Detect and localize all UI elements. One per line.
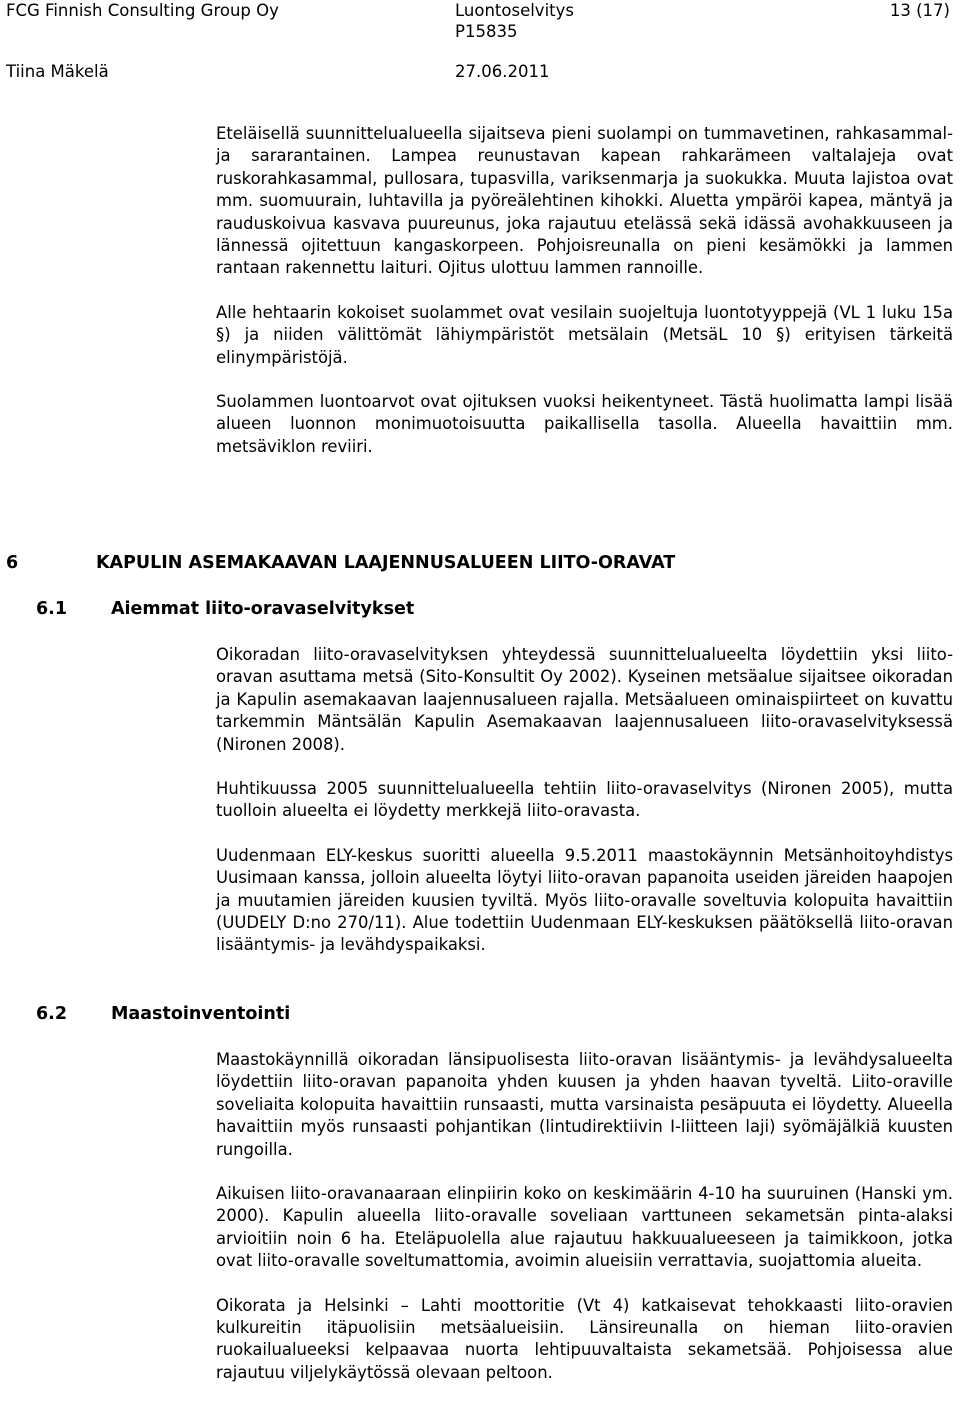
subsection-number-6-2: 6.2 (36, 1004, 68, 1024)
header-page-number: 13 (17) (889, 1, 950, 20)
section-6-2-body (216, 1049, 953, 1384)
subsection-title-6-2: Maastoinventointi (111, 1004, 291, 1024)
section-title-6: KAPULIN ASEMAKAAVAN LAAJENNUSALUEEN LIITO-ORAVAT (96, 553, 676, 573)
header-doc-title: Luontoselvitys (455, 1, 574, 20)
header-date: 27.06.2011 (455, 62, 550, 81)
paragraph: Aikuisen liito-oravanaaraan elinpiirin koko on keskimäärin 4-10 ha suuruinen (Hanski ym. 2000). Kapulin alueella liito-oravalle soveliaan varttuneen sekametsän pinta-alaksi arvioitiin noin 6 ha. Eteläpuolella alue rajautuu hakkuualueeseen ja taimikkoon, jotka ovat liito-oravalle soveltumattomia, avoimin alueisiin verrattavia, suojattomia alueita. (216, 1184, 953, 1271)
paragraph: Suolammen luontoarvot ovat ojituksen vuoksi heikentyneet. Tästä huolimatta lampi lisää alueen luonnon monimuotoisuutta paikallisella tasolla. Alueella havaittiin mm. metsäviklon reviiri. (216, 392, 953, 456)
paragraph: Oikorata ja Helsinki – Lahti moottoritie (Vt 4) katkaisevat tehokkaasti liito-oravien kulkureitin itäpuolisiin metsäalueisiin. Länsireunalla on hieman liito-oravien ruokailualueeksi kelpaavaa nuorta lehtipuuvaltaista sekametsää. Pohjoisessa alue rajautuu viljelykäytössä olevaan peltoon. (216, 1295, 953, 1382)
paragraph: Oikoradan liito-oravaselvityksen yhteydessä suunnittelualueelta löydettiin yksi liito-oravan asuttama metsä (Sito-Konsultit Oy 2002). Kyseinen metsäalue sijaitsee oikoradan ja Kapulin asemakaavan laajennusalueen rajalla. Metsäalueen ominaispiirteet on kuvattu tarkemmin Mäntsälän Kapulin Asemakaavan laajennusalueen liito-oravaselvityksessä (Nironen 2008). (216, 645, 953, 754)
intro-section (216, 123, 953, 458)
paragraph: Alle hehtaarin kokoiset suolammet ovat vesilain suojeltuja luontotyyppejä (VL 1 luku 15a §) ja niiden välittömät lähiympäristöt metsälain (MetsäL 10 §) erityisen tärkeitä elinympäristöjä. (216, 302, 953, 367)
section-heading-6 (6, 552, 18, 574)
paragraph: Maastokäynnillä oikoradan länsipuolisesta liito-oravan lisääntymis- ja levähdysalueelta löydettiin liito-oravan papanoita yhden kuusen ja yhden haavan tyveltä. Liito-oraville soveliaita kolopuita havaittiin runsaasti, mutta varsinaista pesäpuuta ei löydetty. Alueella havaittiin myös runsaasti pohjantikan (lintudirektiivin I-liitteen laji) syömäjälkiä kuusten rungoilla. (216, 1050, 953, 1159)
header-company: FCG Finnish Consulting Group Oy (6, 1, 279, 20)
paragraph: Uudenmaan ELY-keskus suoritti alueella 9.5.2011 maastokäynnin Metsänhoitoyhdistys Uusimaan kanssa, jolloin alueelta löytyi liito-oravan papanoita useiden järeiden haapojen ja muutamien järeiden kuusien tyviltä. Myös liito-oravalle soveltuvia kolopuita havaittiin (UUDELY D:no 270/11). Alue todettiin Uudenmaan ELY-keskuksen päätöksellä liito-oravan lisääntymis- ja levähdyspaikaksi. (216, 845, 953, 955)
paragraph: Huhtikuussa 2005 suunnittelualueella tehtiin liito-oravaselvitys (Nironen 2005), mutta tuolloin alueelta ei löydetty merkkejä liito-oravasta. (216, 779, 953, 821)
section-number: 6 (6, 553, 19, 573)
paragraph: Eteläisellä suunnittelualueella sijaitseva pieni suolampi on tummavetinen, rahkasammal- ja sararantainen. Lampea reunustavan kapean rahkarämeen valtalajeja ovat ruskorahkasammal, pullosara, tupasvilla, variksenmarja ja suokukka. Muuta lajistoa ovat mm. suomuurain, luhtavilla ja pyöreälehtinen kihokki. Aluetta ympäröi kapea, mäntyä ja rauduskoivua kasvava puureunus, joka rajautuu etelässä sekä idässä avohakkuuseen ja lännessä ojitettuun kangaskorpeen. Pohjoisreunalla on pieni kesämökki ja lammen rantaan rakennettu laituri. Ojitus ulottuu lammen rannoille. (216, 124, 953, 278)
header-author: Tiina Mäkelä (6, 62, 109, 81)
section-6-1-body (216, 644, 953, 957)
header-project-number: P15835 (455, 22, 518, 41)
subsection-title-6-1: Aiemmat liito-oravaselvitykset (111, 599, 415, 619)
subsection-number-6-1: 6.1 (36, 599, 68, 619)
